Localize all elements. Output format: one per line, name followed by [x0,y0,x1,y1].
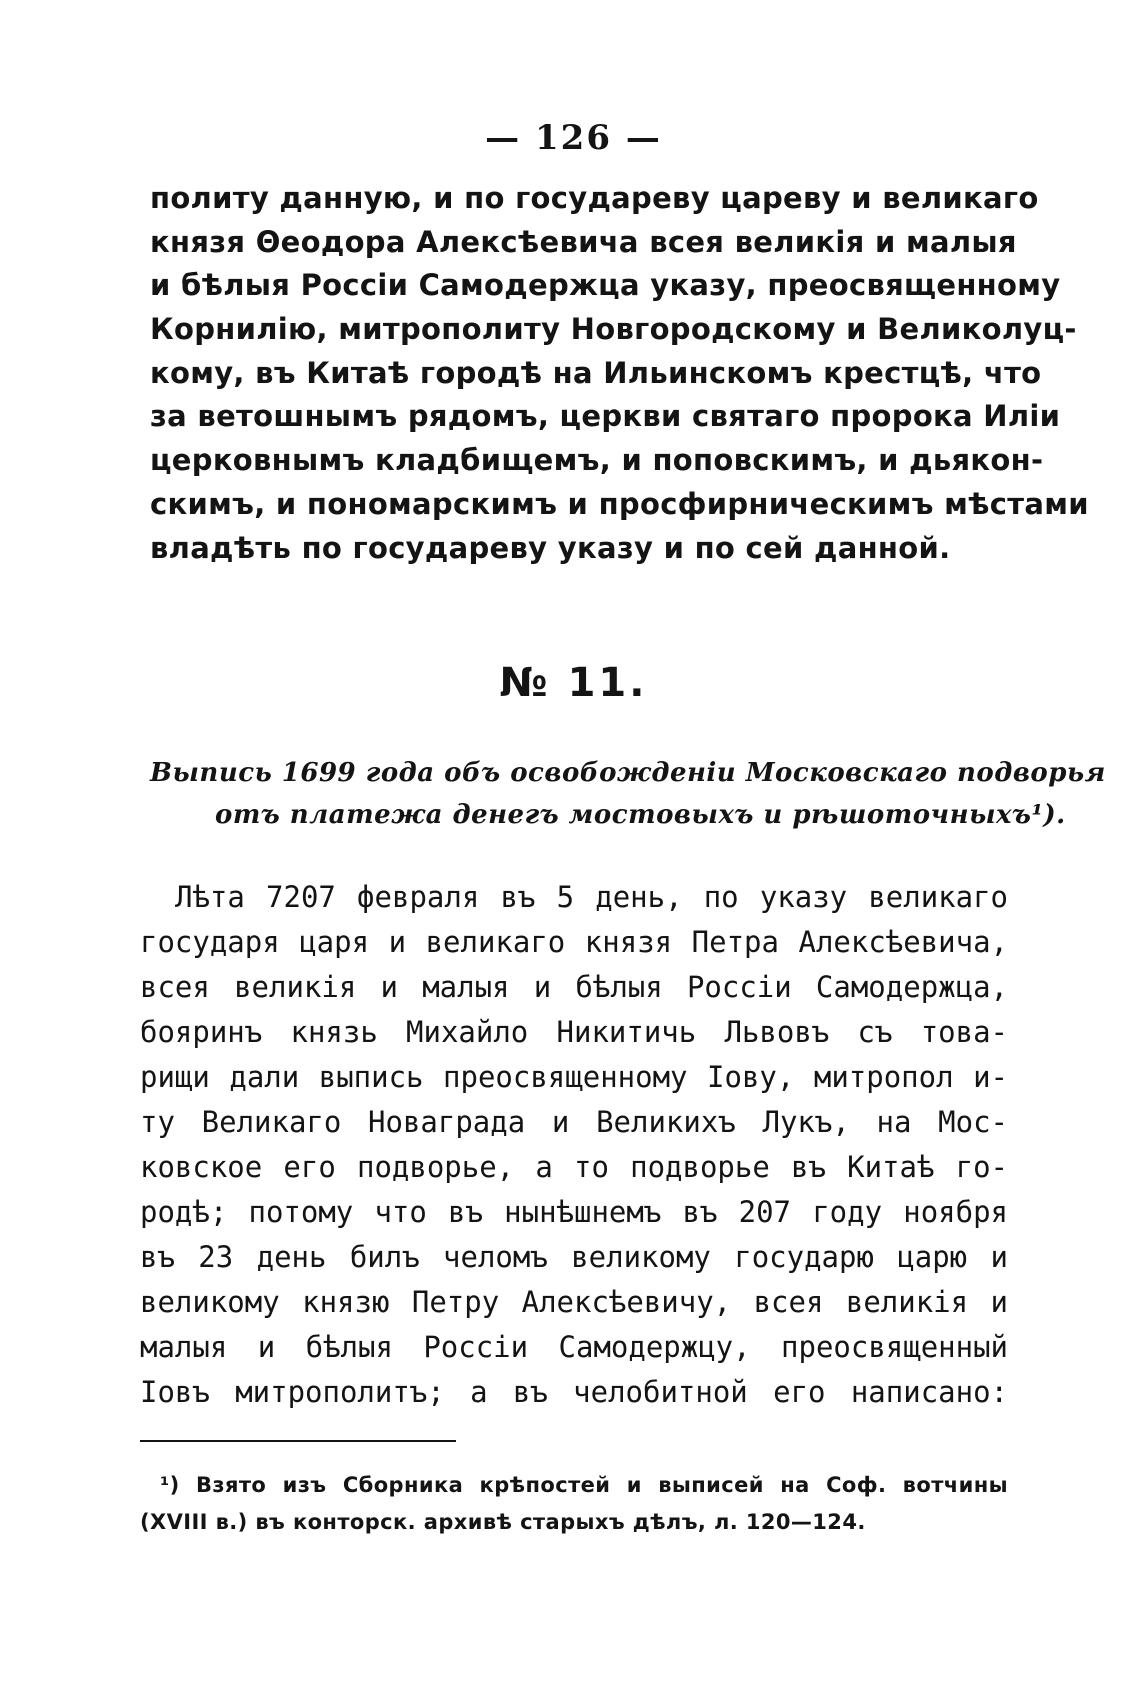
title-line: Выпись 1699 года объ освобожденіи Московскаго подворья [150,758,1106,788]
footnote-divider [140,1440,456,1442]
text-line: всея великія и малыя и бѣлыя Россіи Самодержца, [140,970,1008,1004]
footnote-line: ¹) Взято изъ Сборника крѣпостей и выписей на Соф. вотчины [160,1473,1008,1497]
text-line: ту Великаго Новаграда и Великихъ Лукъ, на Мос- [140,1105,1008,1139]
text-line: родѣ; потому что въ нынѣшнемъ въ 207 году ноября [140,1195,1008,1229]
text-line: и бѣлыя Россіи Самодержца указу, преосвященному [150,268,1061,302]
text-line: Іовъ митрополитъ; а въ челобитной его написано: [140,1375,1008,1409]
footnote-line: (XVIII в.) въ конторск. архивѣ старыхъ дѣлъ, л. 120—124. [140,1510,866,1534]
title-line: отъ платежа денегъ мостовыхъ и рѣшоточныхъ¹). [215,800,1066,830]
page-number: — 126 — [485,118,662,158]
text-line: въ 23 день билъ челомъ великому государю царю и [140,1240,1008,1274]
text-line: великому князю Петру Алексѣевичу, всея великія и [140,1285,1008,1319]
text-line: малыя и бѣлыя Россіи Самодержцу, преосвященный [140,1330,1008,1364]
document-number: № 11. [499,660,648,706]
text-line: политу данную, и по государеву цареву и великаго [150,181,1039,215]
text-line: бояринъ князь Михайло Никитичь Львовъ съ това- [140,1015,1008,1049]
text-line: Лѣта 7207 февраля въ 5 день, по указу великаго [175,880,1008,914]
text-line: Корнилію, митрополиту Новгородскому и Великолуц- [150,312,1077,346]
text-line: церковнымъ кладбищемъ, и поповскимъ, и дьякон- [150,443,1044,477]
text-line: князя Θеодора Алексѣевича всея великія и малыя [150,225,1017,259]
text-line: ковское его подворье, а то подворье въ Китаѣ го- [140,1150,1008,1184]
text-line: рищи дали выпись преосвященному Іову, митропол и- [140,1060,1008,1094]
text-line: владѣть по государеву указу и по сей данной. [150,531,951,565]
text-line: скимъ, и пономарскимъ и просфирническимъ мѣстами [150,487,1089,521]
text-line: за ветошнымъ рядомъ, церкви святаго пророка Иліи [150,399,1061,433]
text-line: кому, въ Китаѣ городѣ на Ильинскомъ крестцѣ, что [150,356,1042,390]
text-line: государя царя и великаго князя Петра Алексѣевича, [140,925,1008,959]
